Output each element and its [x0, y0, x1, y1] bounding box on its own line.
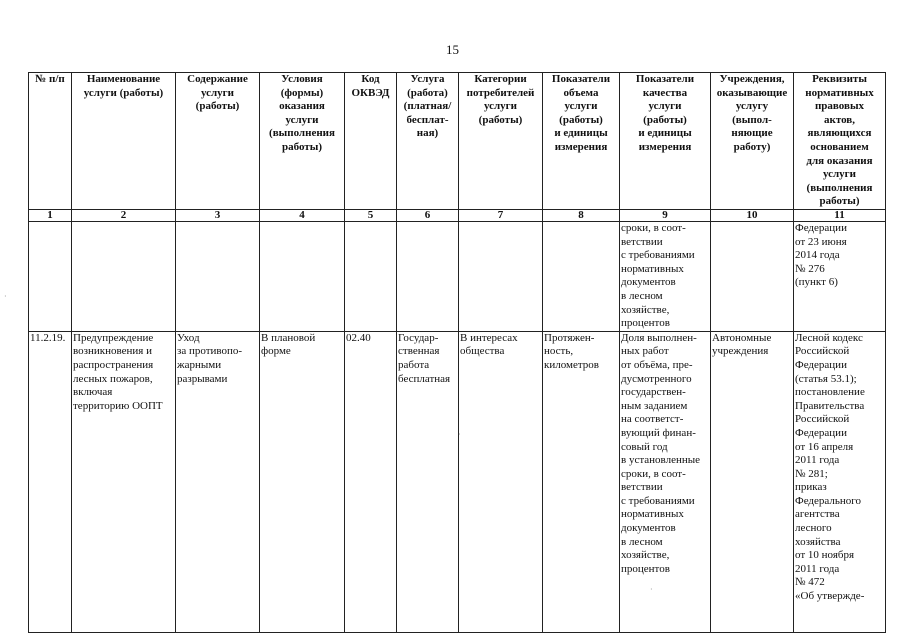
empty-cell [397, 222, 459, 332]
header-quality: Показатели качества услуги (работы) и единицы измерения [620, 73, 711, 210]
volume-cell: Протяжен- ность, километров [543, 331, 620, 632]
empty-cell [345, 222, 397, 332]
service-name-cell: Предупреждение возникновения и распространения лесных пожаров, включая территорию ООПТ [72, 331, 176, 632]
header-conditions: Условия (формы) оказания услуги (выполнения работы) [260, 73, 345, 210]
services-table [28, 72, 886, 633]
header-service-name: Наименование услуги (работы) [72, 73, 176, 210]
quality-cell: Доля выполнен- ных работ от объёма, пре- дусмотренного государствен- ным заданием на соответст- вующий финан- совый год в установленные сроки, в соот- ветствии с требованиями нормативных документов в лесном хозяйстве, процентов [620, 331, 711, 632]
column-number: 4 [260, 210, 345, 222]
column-number-row [29, 210, 886, 222]
paid-cell: Государ- ственная работа бесплатная [397, 331, 459, 632]
content-cell: Уход за противопо- жарными разрывами [176, 331, 260, 632]
header-volume: Показатели объема услуги (работы) и единицы измерения [543, 73, 620, 210]
column-number: 5 [345, 210, 397, 222]
empty-cell [29, 222, 72, 332]
scan-speck: · [650, 585, 653, 594]
empty-cell [260, 222, 345, 332]
okved-cell: 02.40 [345, 331, 397, 632]
row-number-cell: 11.2.19. [29, 331, 72, 632]
table-row [29, 331, 886, 632]
legal-basis-cell: Лесной кодекс Российской Федерации (статья 53.1); постановление Правительства Российской Федерации от 16 апреля 2011 года № 281; приказ Федерального агентства лесного хозяйства от 10 ноября 2011 года № 472 «Об утвержде- [794, 331, 886, 632]
continued-legal-cell: Федерации от 23 июня 2014 года № 276 (пункт 6) [794, 222, 886, 332]
scan-speck: · [458, 430, 461, 439]
column-number: 7 [459, 210, 543, 222]
header-num: № п/п [29, 73, 72, 210]
column-number: 9 [620, 210, 711, 222]
column-number: 10 [711, 210, 794, 222]
empty-cell [543, 222, 620, 332]
header-content: Содержание услуги (работы) [176, 73, 260, 210]
column-number: 8 [543, 210, 620, 222]
header-institutions: Учреждения, оказывающие услугу (выпол- няющие работу) [711, 73, 794, 210]
continued-quality-cell: сроки, в соот- ветствии с требованиями нормативных документов в лесном хозяйстве, процентов [620, 222, 711, 332]
column-number: 6 [397, 210, 459, 222]
column-number: 11 [794, 210, 886, 222]
empty-cell [711, 222, 794, 332]
column-number: 3 [176, 210, 260, 222]
institutions-cell: Автономные учреждения [711, 331, 794, 632]
header-row [29, 73, 886, 210]
consumers-cell: В интересах общества [459, 331, 543, 632]
continuation-row [29, 222, 886, 332]
page-number: 15 [446, 42, 459, 57]
empty-cell [72, 222, 176, 332]
header-consumers: Категории потребителей услуги (работы) [459, 73, 543, 210]
empty-cell [176, 222, 260, 332]
header-paid: Услуга (работа) (платная/ бесплат- ная) [397, 73, 459, 210]
empty-cell [459, 222, 543, 332]
conditions-cell: В плановой форме [260, 331, 345, 632]
scan-speck: · [4, 292, 7, 301]
column-number: 2 [72, 210, 176, 222]
column-number: 1 [29, 210, 72, 222]
header-okved: Код ОКВЭД [345, 73, 397, 210]
header-legal: Реквизиты нормативных правовых актов, являющихся основанием для оказания услуги (выполнения работы) [794, 73, 886, 210]
